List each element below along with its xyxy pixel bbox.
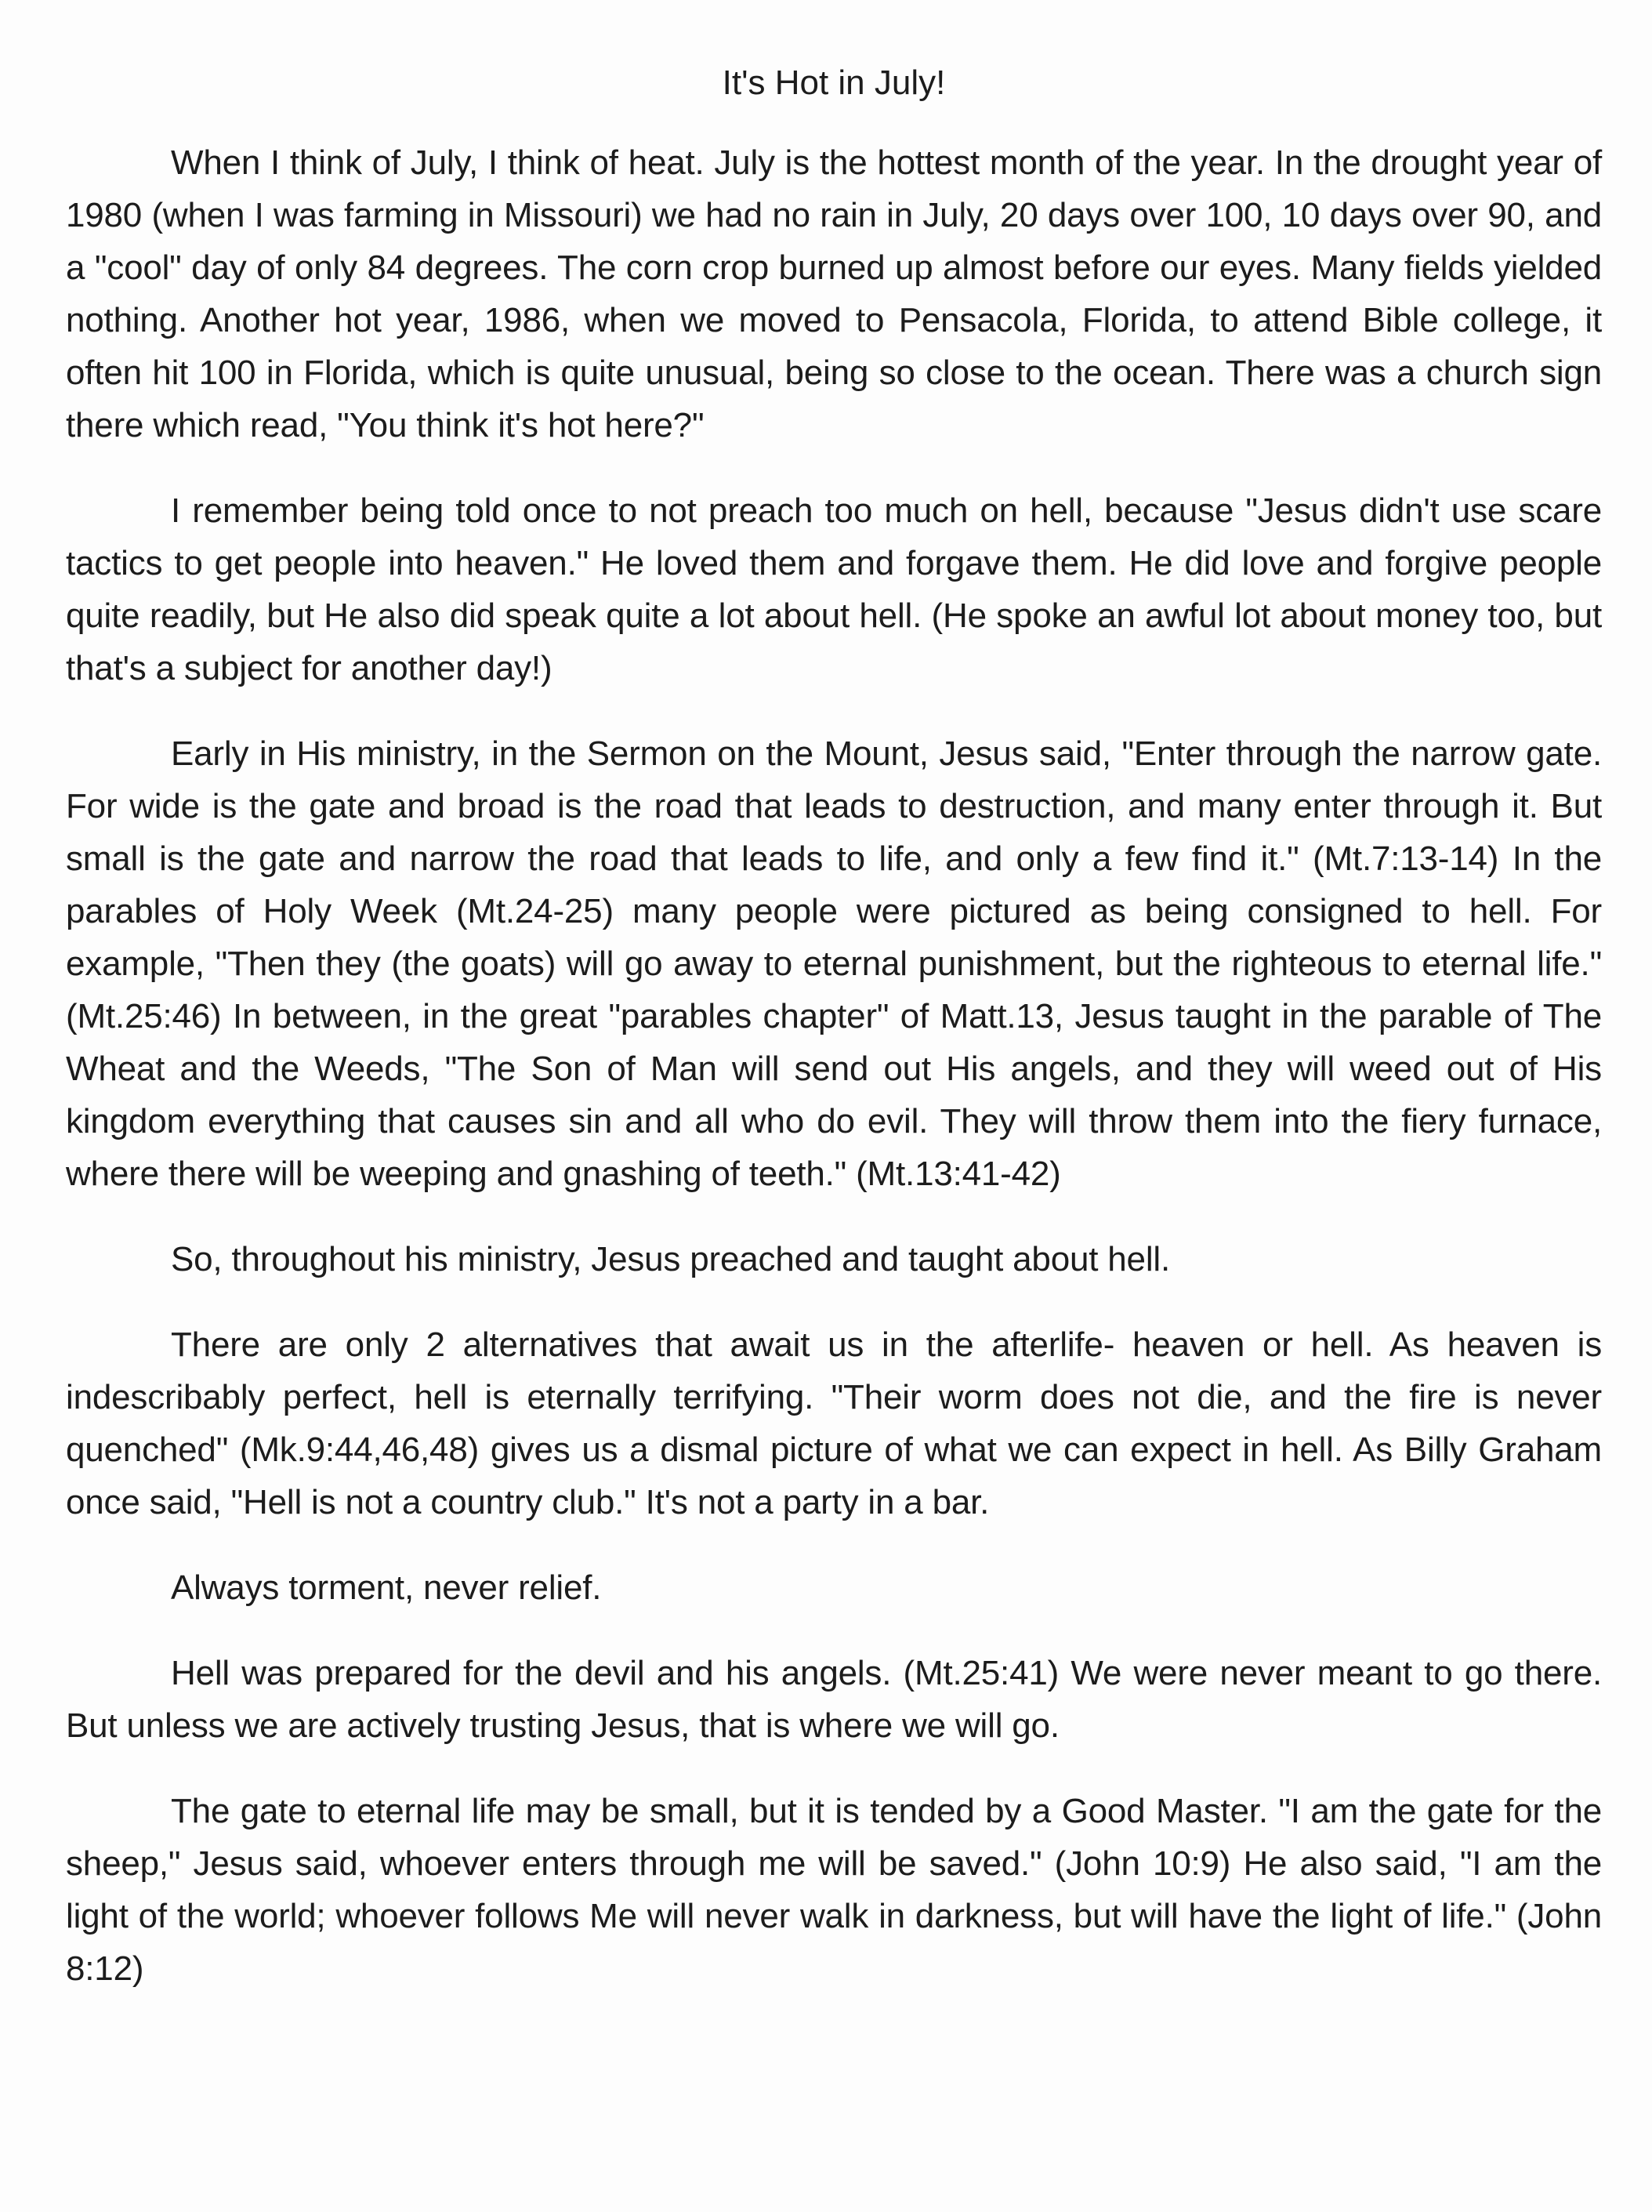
paragraph-preaching-on-hell: I remember being told once to not preach too much on hell, because "Jesus didn't use scare tactics to get people into heaven." He loved them and forgave them. He did love and forgive people quite readily, but He also did speak quite a lot about hell. (He spoke an awful lot about money too, but that's a subject for another day!) [66,491,1602,687]
paragraph-always-torment: Always torment, never relief. [171,1568,602,1607]
paragraph-prepared-for-devil: Hell was prepared for the devil and his angels. (Mt.25:41) We were never meant to go there. But unless we are actively trusting Jesus, that is where we will go. [66,1654,1602,1745]
paragraph-gate-to-eternal-life: The gate to eternal life may be small, but it is tended by a Good Master. "I am the gate for the sheep," Jesus said, whoever enters through me will be saved." (John 10:9) He also said, "I am the light of the world; whoever follows Me will never walk in darkness, but will have the light of life." (John 8:12) [66,1792,1602,1988]
paragraph-throughout-ministry: So, throughout his ministry, Jesus preached and taught about hell. [171,1240,1171,1278]
paragraph-two-alternatives: There are only 2 alternatives that await us in the afterlife- heaven or hell. As heaven is indescribably perfect, hell is eternally terrifying. "Their worm does not die, and the fire is never quenched" (Mk.9:44,46,48) gives us a dismal picture of what we can expect in hell. As Billy Graham once said, "Hell is not a country club." It's not a party in a bar. [66,1325,1602,1521]
paragraph-sermon-on-the-mount: Early in His ministry, in the Sermon on the Mount, Jesus said, "Enter through the narrow gate. For wide is the gate and broad is the road that leads to destruction, and many enter through it. But small is the gate and narrow the road that leads to life, and only a few find it." (Mt.7:13-14) In the parables of Holy Week (Mt.24-25) many people were pictured as being consigned to hell. For example, "Then they (the goats) will go away to eternal punishment, but the righteous to eternal life." (Mt.25:46) In between, in the great "parables chapter" of Matt.13, Jesus taught in the parable of The Wheat and the Weeds, "The Son of Man will send out His angels, and they will weed out of His kingdom everything that causes sin and all who do evil. They will throw them into the fiery furnace, where there will be weeping and gnashing of teeth." (Mt.13:41-42) [66,734,1602,1193]
paragraph-july-heat: When I think of July, I think of heat. July is the hottest month of the year. In the drought year of 1980 (when I was farming in Missouri) we had no rain in July, 20 days over 100, 10 days over 90, and a "cool" day of only 84 degrees. The corn crop burned up almost before our eyes. Many fields yielded nothing. Another hot year, 1986, when we moved to Pensacola, Florida, to attend Bible college, it often hit 100 in Florida, which is quite unusual, being so close to the ocean. There was a church sign there which read, "You think it's hot here?" [66,143,1602,444]
document-title: It's Hot in July! [722,63,946,102]
